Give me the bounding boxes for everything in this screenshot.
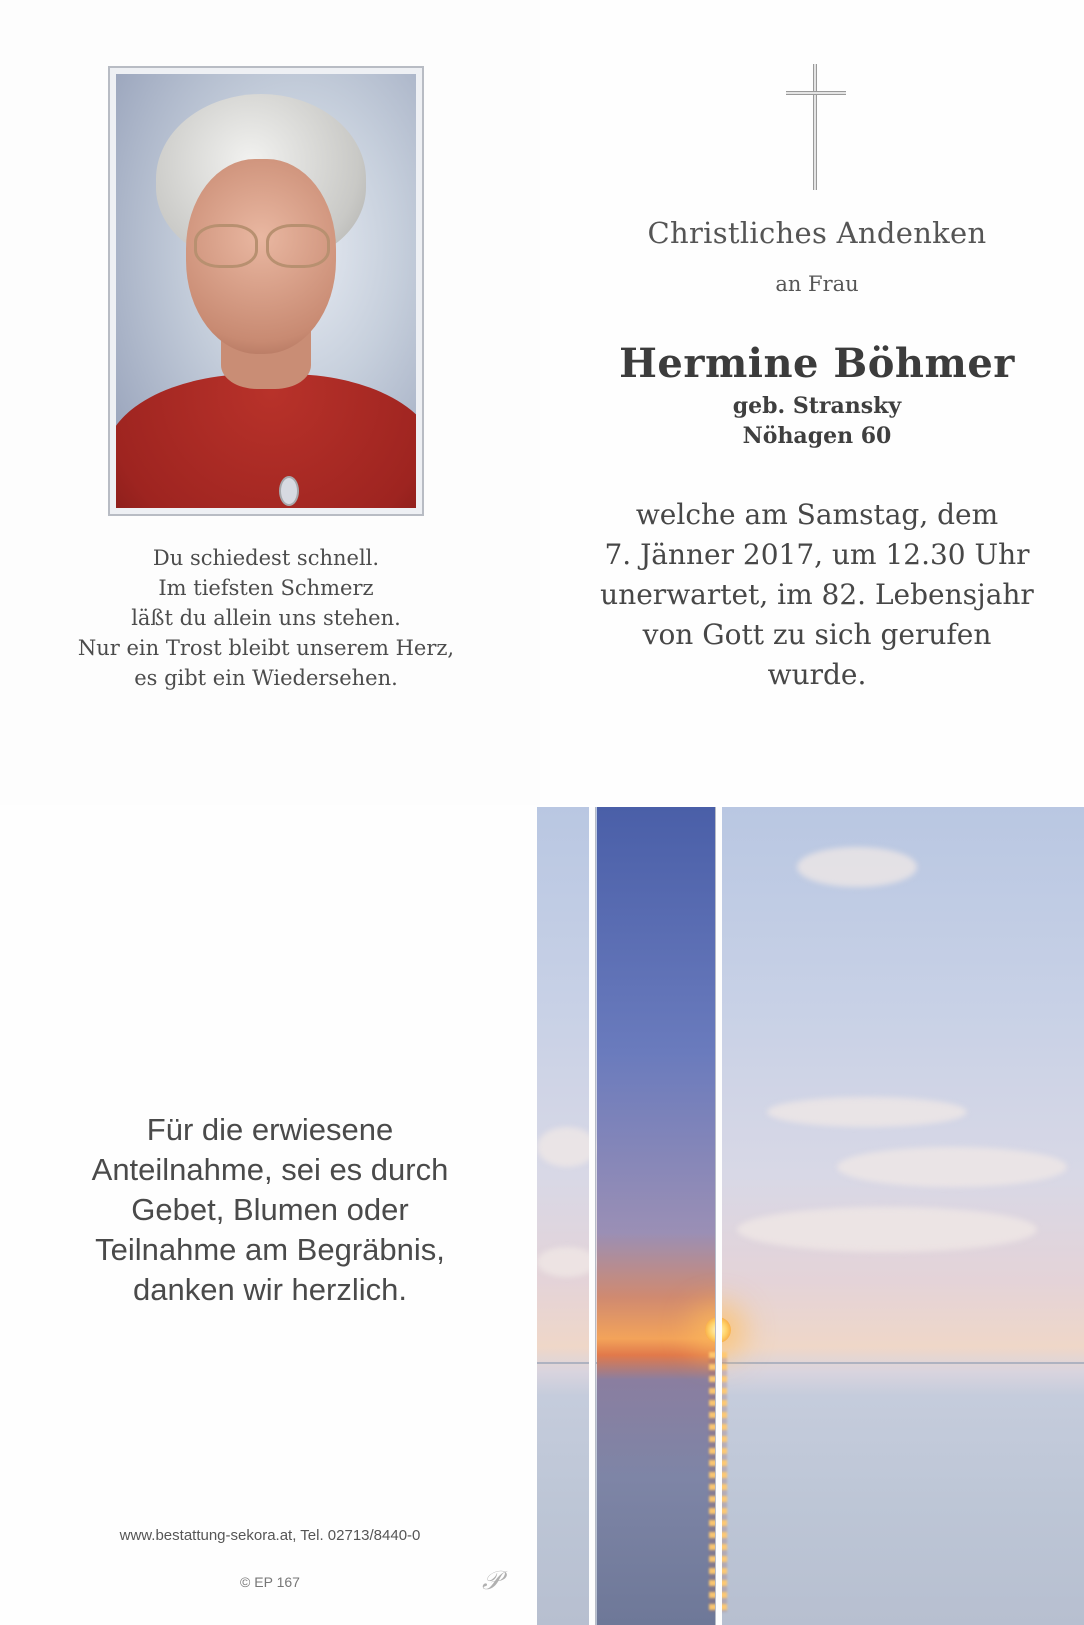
death-notice-line: von Gott zu sich gerufen — [642, 618, 992, 651]
cloud — [537, 1127, 597, 1167]
thanks-line: Gebet, Blumen oder — [131, 1192, 409, 1227]
photo-glasses-right — [266, 224, 330, 268]
cross-horizontal-bar — [786, 91, 846, 95]
cloud — [737, 1207, 1037, 1252]
death-notice-line: wurde. — [767, 658, 867, 691]
signature-mark-icon: 𝒫 — [482, 1566, 501, 1596]
product-code: © EP 167 — [240, 1574, 300, 1590]
poem-line: läßt du allein uns stehen. — [131, 606, 401, 630]
death-notice-line: unerwartet, im 82. Lebensjahr — [600, 578, 1034, 611]
cloud — [837, 1147, 1067, 1187]
deceased-name: Hermine Böhmer — [619, 340, 1015, 387]
thanks-line: Teilnahme am Begräbnis, — [95, 1232, 445, 1267]
memorial-heading: Christliches Andenken — [647, 216, 987, 250]
sunset-image — [537, 807, 1084, 1625]
poem-line: Du schiedest schnell. — [152, 546, 380, 570]
photo-pendant — [279, 476, 299, 506]
thanks-line: Anteilnahme, sei es durch — [91, 1152, 449, 1187]
strip-border-left — [589, 807, 596, 1625]
address: Nöhagen 60 — [742, 423, 892, 449]
recipient-prefix: an Frau — [775, 272, 859, 296]
death-notice — [600, 495, 1034, 695]
footer-contact: www.bestattung-sekora.at, Tel. 02713/8440-0 — [119, 1527, 421, 1544]
death-notice-line: welche am Samstag, dem — [635, 498, 999, 531]
maiden-name: geb. Stransky — [732, 393, 902, 419]
cross-vertical-bar — [813, 64, 817, 190]
cloud — [797, 847, 917, 887]
strip-border-right — [715, 807, 722, 1625]
cloud — [537, 1247, 597, 1277]
thanks-line: danken wir herzlich. — [133, 1272, 407, 1307]
poem-line: Nur ein Trost bleibt unserem Herz, — [77, 636, 455, 660]
poem — [60, 543, 472, 693]
poem-line: es gibt ein Wiedersehen. — [134, 666, 398, 690]
cloud — [767, 1097, 967, 1127]
sunset-strip — [597, 807, 715, 1625]
poem-line: Im tiefsten Schmerz — [158, 576, 374, 600]
thanks-text — [40, 1110, 500, 1310]
photo-shirt — [116, 374, 416, 508]
death-notice-line: 7. Jänner 2017, um 12.30 Uhr — [604, 538, 1030, 571]
photo-glasses-left — [194, 224, 258, 268]
thanks-line: Für die erwiesene — [146, 1112, 394, 1147]
portrait-photo — [116, 74, 416, 508]
portrait-frame — [108, 66, 424, 516]
